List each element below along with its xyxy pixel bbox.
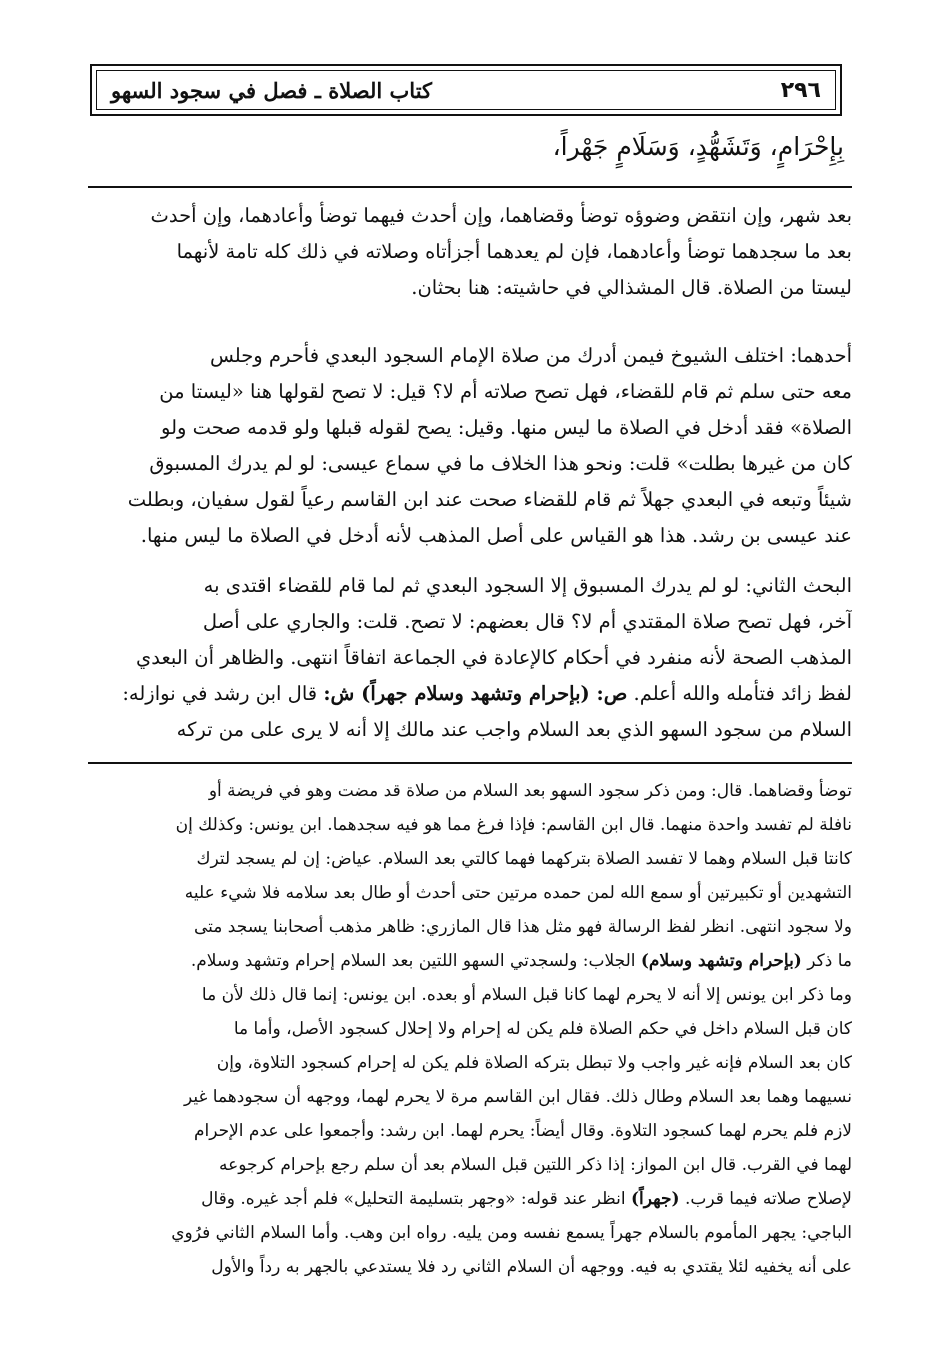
text-line-with-bold — [88, 676, 852, 712]
footnote-line: وما ذكر ابن يونس إلا أنه لا يحرم لهما كانا قبل السلام أو بعده. ابن يونس: إنما قال ذلك لأن ما — [201, 985, 852, 1005]
text-line: الصلاة» فقد أدخل في الصلاة ما ليس منها. وقيل: يصح لقوله قبلها ولو قدمه صحت ولو — [161, 416, 852, 439]
commentary-paragraph-1 — [88, 198, 852, 306]
text-line: السلام من سجود السهو الذي بعد السلام واجب عند مالك إلا أنه لا يرى على من تركه — [176, 718, 852, 741]
text-run: لإصلاح صلاته فيما قرب. — [684, 1189, 852, 1209]
page-header-inner — [96, 70, 836, 110]
divider-rule — [88, 186, 852, 188]
text-line: بعد ما سجدهما توضأ وأعادهما، فإن لم يعدهما أجزأتاه وصلاته في ذلك كله تامة لأنهما — [176, 240, 852, 263]
bold-quote: (جهراً) — [630, 1189, 680, 1209]
footnote-line: كان بعد السلام فإنه غير واجب ولا تبطل بتركه الصلاة فلم يكن له إحرام كسجود التلاوة، وإن — [216, 1053, 852, 1073]
footnotes-block — [88, 774, 852, 1284]
text-run: انظر عند قوله: «وجهر بتسليمة التحليل» فلم أجد غيره. وقال — [201, 1189, 626, 1209]
footnote-line: ولا سجود انتهى. انظر لفظ الرسالة فهو مثل هذا قال المازري: ظاهر مذهب أصحابنا يسجد متى — [193, 917, 852, 937]
bold-quote: ص: (بإحرام وتشهد وسلام جهراً) ش: — [323, 682, 628, 705]
bold-quote: (بإحرام وتشهد وسلام) — [640, 951, 802, 971]
text-run: الجلاب: ولسجدتي السهو اللتين بعد السلام إحرام وتشهد وسلام. — [190, 951, 636, 971]
text-line: البحث الثاني: لو لم يدرك المسبوق إلا السجود البعدي ثم لما قام للقضاء اقتدى به — [203, 574, 852, 597]
footnote-line: نافلة لم تفسد واحدة منهما. قال ابن القاسم: فإذا فرغ مما هو فيه سجدهما. ابن يونس: وكذلك إن — [175, 815, 852, 835]
text-line: شيئاً وتبعه في البعدي جهلاً ثم قام للقضاء صحت عند ابن القاسم رعياً لقول سفيان، وبطلت — [127, 488, 852, 511]
text-line: بعد شهر، وإن انتقض وضوؤه توضأ وقضاهما، وإن أحدث فيهما توضأ وأعادهما، وإن أحدث — [150, 204, 852, 227]
text-line: ليستا من الصلاة. قال المشذالي في حاشيته: هنا بحثان. — [411, 276, 852, 299]
commentary-paragraph-2 — [88, 338, 852, 554]
text-line: كان من غيرها بطلت» قلت: ونحو هذا الخلاف ما في سماع عيسى: لو لم يدرك المسبوق — [149, 452, 852, 475]
footnote-line: كان قبل السلام داخل في حكم الصلاة فلم يكن له إحرام ولا إحلال كسجود الأصل، وأما ما — [233, 1019, 852, 1039]
text-run: ما ذكر — [807, 951, 852, 971]
footnote-divider — [88, 762, 852, 764]
text-line: عند عيسى بن رشد. هذا هو القياس على أصل المذهب لأنه أدخل في الصلاة ما ليس منها. — [140, 524, 852, 547]
footnote-line-with-bold — [88, 944, 852, 978]
footnote-line: توضأ وقضاهما. قال: ومن ذكر سجود السهو بعد السلام من صلاة قد مضت وهو في فريضة أو — [208, 781, 852, 801]
text-run: لفظ زائد فتأمله والله أعلم. — [633, 682, 852, 705]
footnote-line: نسيهما وهما بعد السلام وطال ذلك. فقال ابن القاسم مرة لا يحرم لهما، ووجهه أن سجودهما غير — [184, 1087, 852, 1107]
text-line: المذهب الصحة لأنه منفرد في أحكام كالإعادة في الجماعة اتفاقاً انتهى. والظاهر أن البعدي — [135, 646, 852, 669]
footnote-line-with-bold — [88, 1182, 852, 1216]
text-line: آخر، فهل تصح صلاة المقتدي أم لا؟ قال بعضهم: لا تصح. قلت: والجاري على أصل — [202, 610, 852, 633]
main-text-verse: بِإِحْرَامٍ، وَتَشَهُّدٍ، وَسَلَامٍ جَهْراً، — [552, 132, 844, 161]
footnote-line: على أنه يخفيه لئلا يقتدي به فيه. ووجهه أن السلام الثاني رد فلا يستدعي بالجهر به رداً والأول — [211, 1257, 852, 1277]
text-line: أحدهما: اختلف الشيوخ فيمن أدرك من صلاة الإمام السجود البعدي فأحرم وجلس — [209, 344, 852, 367]
footnote-line: لازم فلم يحرم لهما كسجود التلاوة. وقال أيضاً: يحرم لهما. ابن رشد: وأجمعوا على عدم الإحرام — [193, 1121, 852, 1141]
footnote-line: التشهدين أو تكبيرتين أو سمع الله لمن حمده مرتين حتى أحدث أو طال بعد سلامه فلا شيء عليه — [184, 883, 852, 903]
page-header — [90, 64, 842, 116]
text-run: قال ابن رشد في نوازله: — [122, 682, 318, 705]
footnote-line: كانتا قبل السلام وهما لا تفسد الصلاة بتركهما فهما كالتي بعد السلام. عياض: إن لم يسجد لترك — [196, 849, 852, 869]
page-number: ٢٩٦ — [780, 77, 821, 103]
footnote-line: لهما في القرب. قال ابن المواز: إذا ذكر اللتين قبل السلام بعد أن سلم رجع بإحرام كرجوعه — [218, 1155, 852, 1175]
page-title: كتاب الصلاة ـ فصل في سجود السهو — [111, 77, 433, 103]
commentary-paragraph-3 — [88, 568, 852, 748]
text-line: معه حتى سلم ثم قام للقضاء، فهل تصح صلاته أم لا؟ قيل: لا تصح لقولها هنا «ليستا من — [159, 380, 852, 403]
footnote-line: الباجي: يجهر المأموم بالسلام جهراً يسمع نفسه ومن يليه. رواه ابن وهب. وأما السلام الثاني فرُوي — [171, 1223, 852, 1243]
